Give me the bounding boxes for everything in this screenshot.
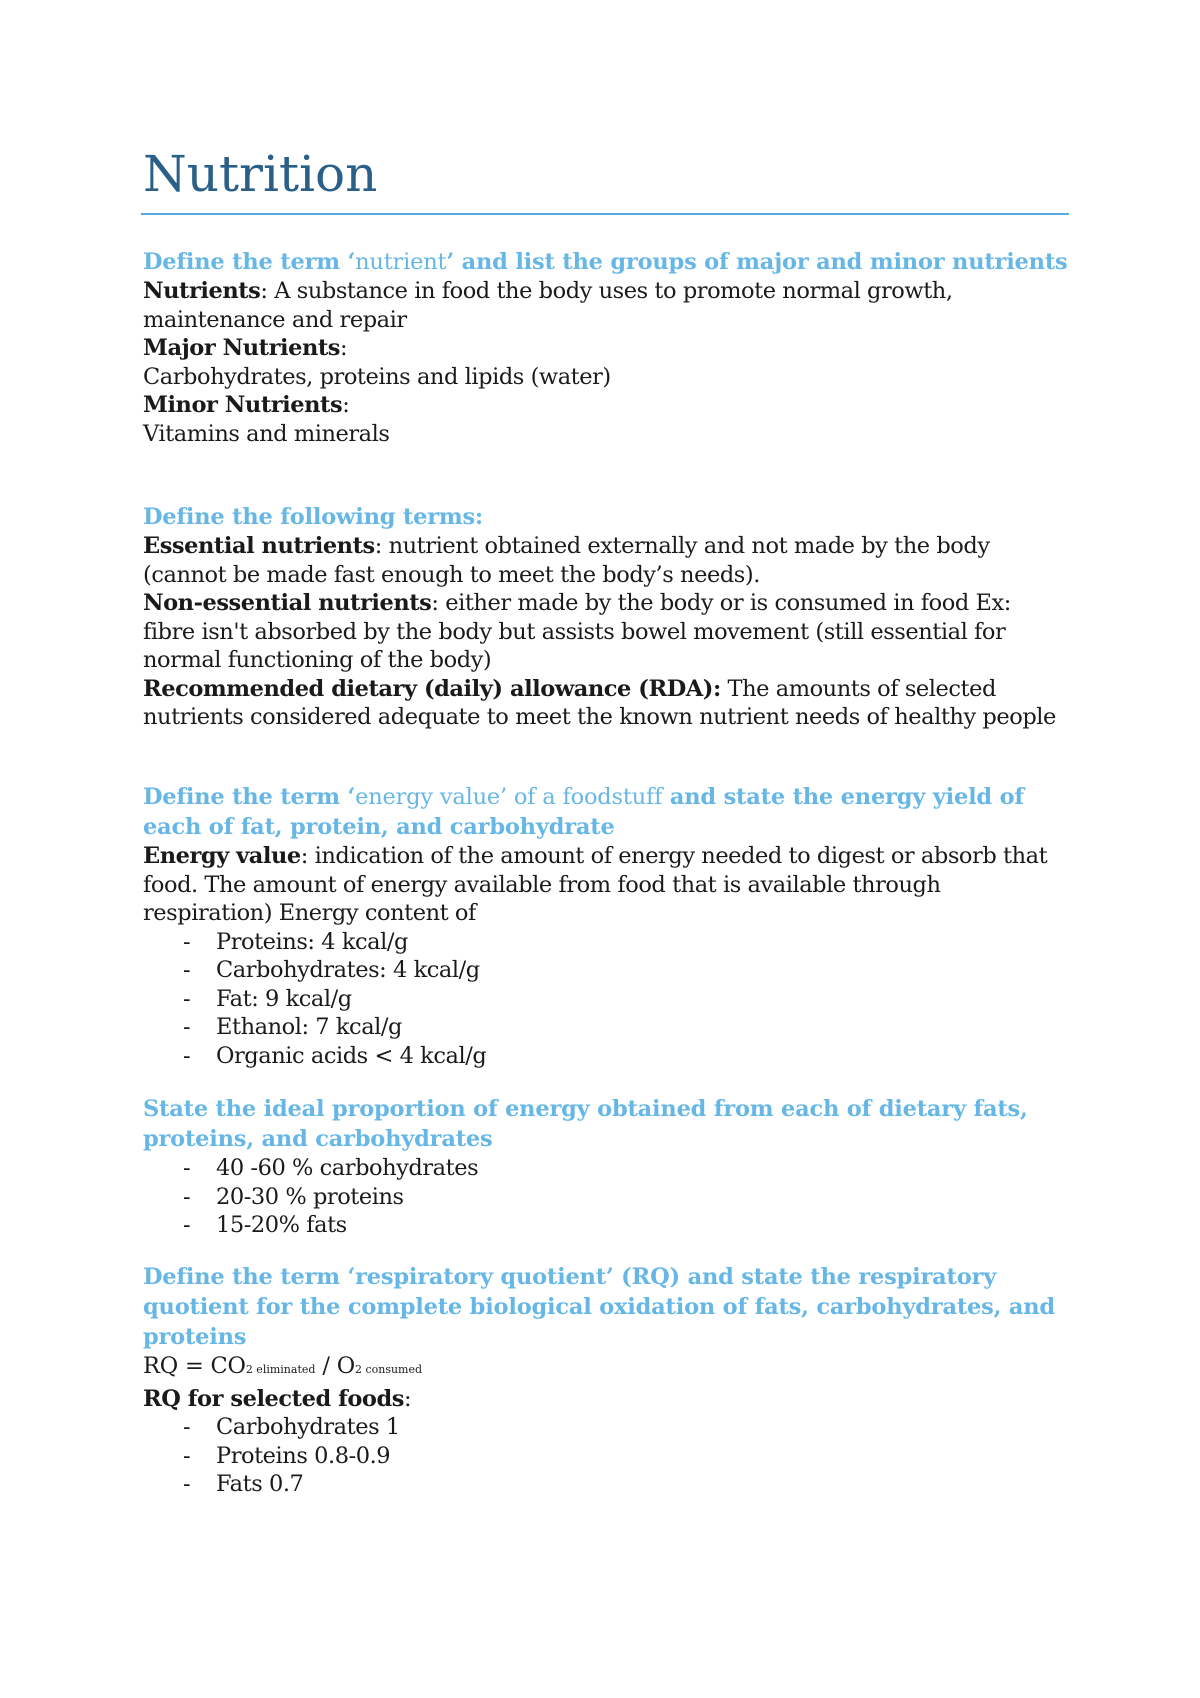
section-heading: Define the following terms: bbox=[143, 504, 484, 530]
section-energy-proportion bbox=[143, 1094, 1068, 1240]
section-heading: Define the term ‘respiratory quotient’ (RQ) and state the respiratory quotient for the complete biological oxidation of fats, carbohydrates, and proteins bbox=[143, 1264, 1055, 1350]
paragraph: Energy value: indication of the amount of energy needed to digest or absorb that food. The amount of energy available from food that is available through respiration) Energy content of bbox=[143, 843, 1048, 926]
section-following-terms bbox=[143, 502, 1068, 732]
proportion-list bbox=[143, 1154, 1068, 1240]
rq-values-list bbox=[143, 1413, 1068, 1499]
paragraph: Non-essential nutrients: either made by the body or is consumed in food Ex: fibre isn't absorbed by the body but assists bowel movement (still essential for normal functioning of the body) bbox=[143, 590, 1011, 673]
paragraph: Minor Nutrients: bbox=[143, 392, 350, 418]
paragraph: Nutrients: A substance in food the body uses to promote normal growth, maintenance and repair bbox=[143, 278, 953, 333]
list-item: - Ethanol: 7 kcal/g bbox=[183, 1014, 402, 1040]
paragraph: Major Nutrients: bbox=[143, 335, 348, 361]
section-heading: Define the term ‘nutrient’ and list the groups of major and minor nutrients bbox=[143, 249, 1068, 275]
section-heading: State the ideal proportion of energy obtained from each of dietary fats, proteins, and carbohydrates bbox=[143, 1096, 1028, 1152]
list-item: - Fats 0.7 bbox=[183, 1471, 304, 1497]
page-title: Nutrition bbox=[143, 145, 378, 203]
energy-content-list bbox=[143, 928, 1068, 1071]
title-underline bbox=[141, 213, 1069, 215]
list-item: - Carbohydrates: 4 kcal/g bbox=[183, 957, 480, 983]
paragraph: RQ for selected foods: bbox=[143, 1385, 412, 1412]
list-item: - Proteins 0.8-0.9 bbox=[183, 1442, 391, 1469]
paragraph: Vitamins and minerals bbox=[143, 420, 390, 447]
list-item: - 20-30 % proteins bbox=[183, 1183, 404, 1210]
list-item: - Proteins: 4 kcal/g bbox=[183, 928, 408, 955]
list-item: - Organic acids < 4 kcal/g bbox=[183, 1042, 487, 1069]
paragraph: Carbohydrates, proteins and lipids (water) bbox=[143, 363, 611, 390]
section-heading: Define the term ‘energy value’ of a foodstuff and state the energy yield of each of fat, protein, and carbohydrate bbox=[143, 784, 1024, 840]
section-respiratory-quotient bbox=[143, 1262, 1068, 1499]
section-nutrient-definition bbox=[143, 247, 1068, 448]
section-energy-value bbox=[143, 782, 1068, 1070]
list-item: - 15-20% fats bbox=[183, 1212, 347, 1238]
paragraph: Essential nutrients: nutrient obtained externally and not made by the body (cannot be made fast enough to meet the body’s needs). bbox=[143, 533, 990, 588]
list-item: - 40 -60 % carbohydrates bbox=[183, 1155, 479, 1181]
paragraph: Recommended dietary (daily) allowance (RDA): The amounts of selected nutrients considered adequate to meet the known nutrient needs of healthy people bbox=[143, 675, 1056, 730]
list-item: - Fat: 9 kcal/g bbox=[183, 985, 352, 1012]
list-item: - Carbohydrates 1 bbox=[183, 1414, 400, 1440]
rq-formula: RQ = CO2 eliminated / O2 consumed bbox=[143, 1353, 423, 1379]
